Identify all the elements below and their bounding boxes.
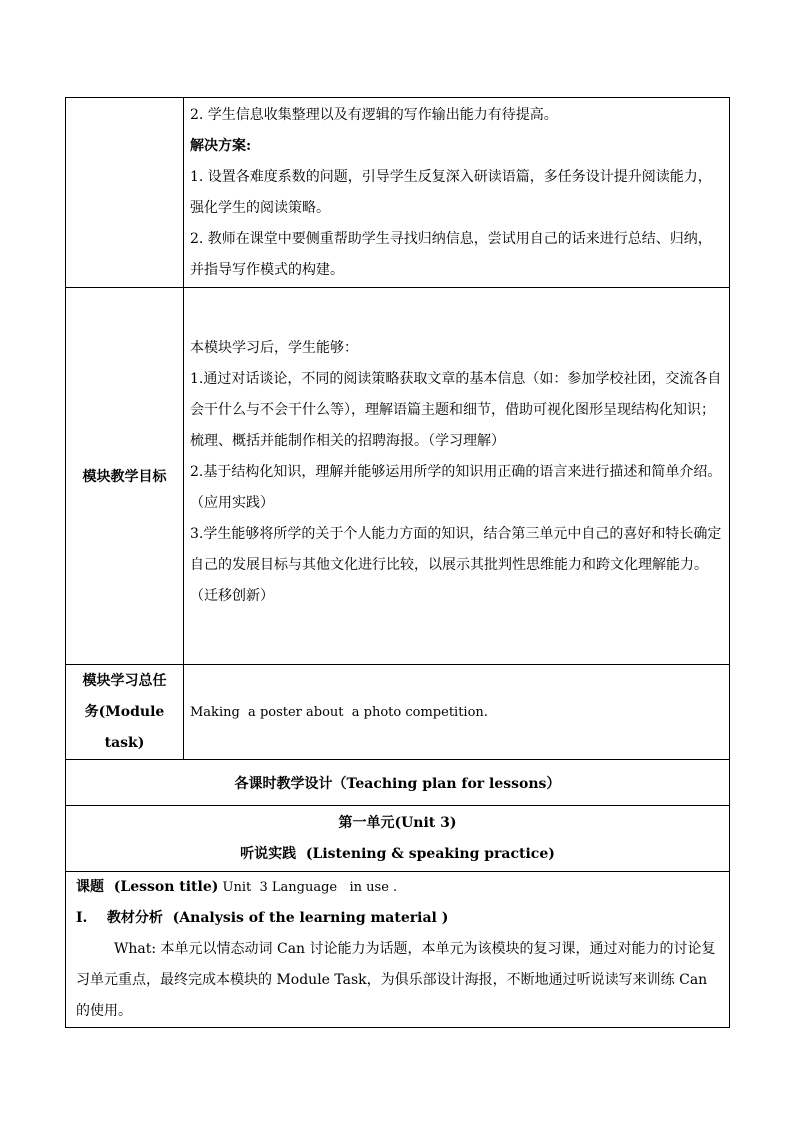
unit-subtitle: 听说实践 (Listening & speaking practice) [240, 845, 555, 862]
task-label [66, 665, 184, 760]
lesson-cell [66, 872, 730, 1028]
lesson-plan-header-row [66, 760, 730, 806]
lesson-plan-table [65, 97, 730, 1028]
objectives-row [66, 288, 730, 665]
task-cell [184, 665, 730, 760]
objectives-intro: 本模块学习后，学生能够： [190, 339, 358, 356]
unit-row [66, 806, 730, 872]
lesson-title-label: 课题 (Lesson title) [76, 879, 219, 895]
objective-3: 3.学生能够将所学的关于个人能力方面的知识，结合第三单元中自己的喜好和特长确定自己的发展目标与其他文化进行比较，以展示其批判性思维能力和跨文化理解能力。（迁移创新） [190, 525, 722, 604]
solution-2: 2. 教师在课堂中要侧重帮助学生寻找归纳信息，尝试用自己的话来进行总结、归纳，并指导写作模式的构建。 [190, 231, 712, 278]
problems-solutions-cell [184, 98, 730, 288]
task-label-line3: task) [104, 734, 145, 751]
analysis-what: What: 本单元以情态动词 Can 讨论能力为话题，本单元为该模块的复习课，通过对能力的讨论复习单元重点，最终完成本模块的 Module Task，为俱乐部设计海报，不断地通过听说读写来训练 Can 的使用。 [76, 941, 716, 1019]
problem-2: 2. 学生信息收集整理以及有逻辑的写作输出能力有待提高。 [190, 107, 558, 123]
task-content: Making a poster about a photo competition. [190, 704, 488, 720]
objective-2: 2.基于结构化知识，理解并能够运用所学的知识用正确的语言来进行描述和简单介绍。（应用实践） [190, 463, 722, 511]
unit-title: 第一单元(Unit 3) [338, 814, 457, 831]
lesson-title-line [76, 872, 723, 903]
solution-heading: 解决方案: [190, 138, 252, 154]
empty-label-cell [66, 98, 184, 288]
lesson-title-value: Unit 3 Language in use . [218, 880, 398, 895]
unit-cell [66, 806, 730, 872]
lesson-row [66, 872, 730, 1028]
solution-1: 1. 设置各难度系数的问题，引导学生反复深入研读语篇，多任务设计提升阅读能力，强化学生的阅读策略。 [190, 169, 712, 216]
lesson-plan-header: 各课时教学设计（Teaching plan for lessons） [66, 760, 730, 806]
objectives-label: 模块教学目标 [66, 288, 184, 665]
analysis-heading: I. 教材分析 (Analysis of the learning material ) [76, 910, 449, 926]
task-label-line2: 务(Module [84, 703, 165, 720]
task-row [66, 665, 730, 760]
objective-1: 1.通过对话谈论，不同的阅读策略获取文章的基本信息（如：参加学校社团，交流各自会干什么与不会干什么等），理解语篇主题和细节，借助可视化图形呈现结构化知识；梳理、概括并能制作相关的招聘海报。（学习理解） [190, 370, 722, 449]
problems-solutions-row [66, 98, 730, 288]
task-label-line1: 模块学习总任 [82, 672, 167, 689]
objectives-cell [184, 288, 730, 665]
